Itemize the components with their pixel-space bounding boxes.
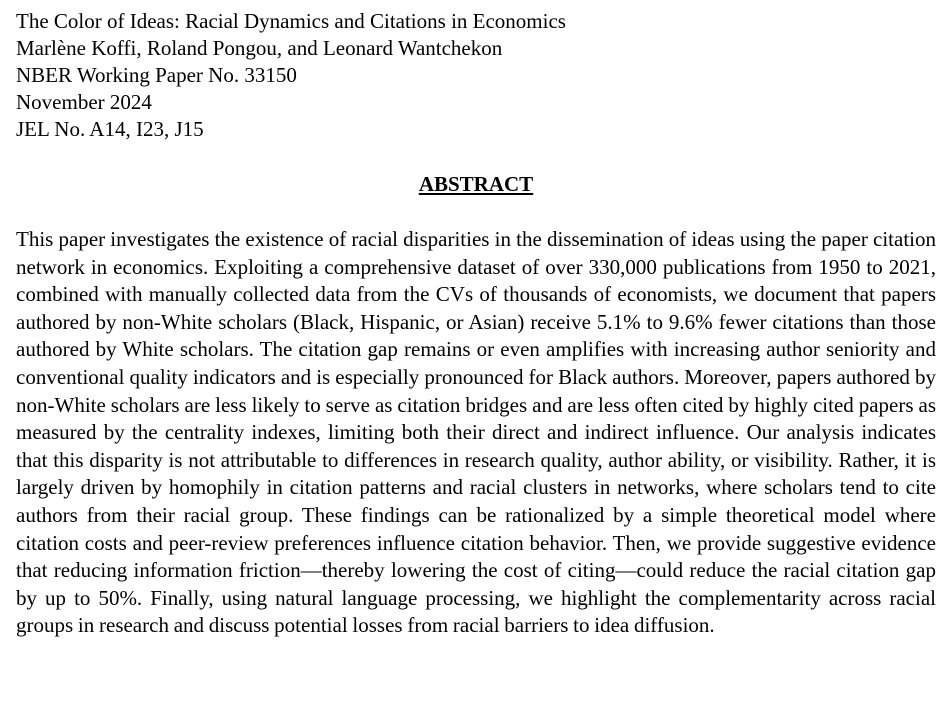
paper-header <box>16 8 936 143</box>
paper-series: NBER Working Paper No. 33150 <box>16 63 297 87</box>
paper-authors: Marlène Koffi, Roland Pongou, and Leonard Wantchekon <box>16 36 503 60</box>
abstract-body: This paper investigates the existence of racial disparities in the dissemination of ideas using the paper citation network in economics. Exploiting a comprehensive dataset of over 330,000 publications from 1950 to 2021, combined with manually collected data from the CVs of thousands of economists, we document that papers authored by non-White scholars (Black, Hispanic, or Asian) receive 5.1% to 9.6% fewer citations than those authored by White scholars. The citation gap remains or even amplifies with increasing author seniority and conventional quality indicators and is especially pronounced for Black authors. Moreover, papers authored by non-White scholars are less likely to serve as citation bridges and are less often cited by highly cited papers as measured by the centrality indexes, limiting both their direct and indirect influence. Our analysis indicates that this disparity is not attributable to differences in research quality, author ability, or visibility. Rather, it is largely driven by homophily in citation patterns and racial clusters in networks, where scholars tend to cite authors from their racial group. These findings can be rationalized by a simple theoretical model where citation costs and peer-review preferences influence citation behavior. Then, we provide suggestive evidence that reducing information friction—thereby lowering the cost of citing—could reduce the racial citation gap by up to 50%. Finally, using natural language processing, we highlight the complementarity across racial groups in research and discuss potential losses from racial barriers to idea diffusion. <box>16 227 936 638</box>
paper-date: November 2024 <box>16 90 152 114</box>
paper-page <box>16 8 936 640</box>
paper-title: The Color of Ideas: Racial Dynamics and Citations in Economics <box>16 9 566 33</box>
paper-jel-codes: JEL No. A14, I23, J15 <box>16 117 204 141</box>
abstract-heading: ABSTRACT <box>418 172 534 196</box>
